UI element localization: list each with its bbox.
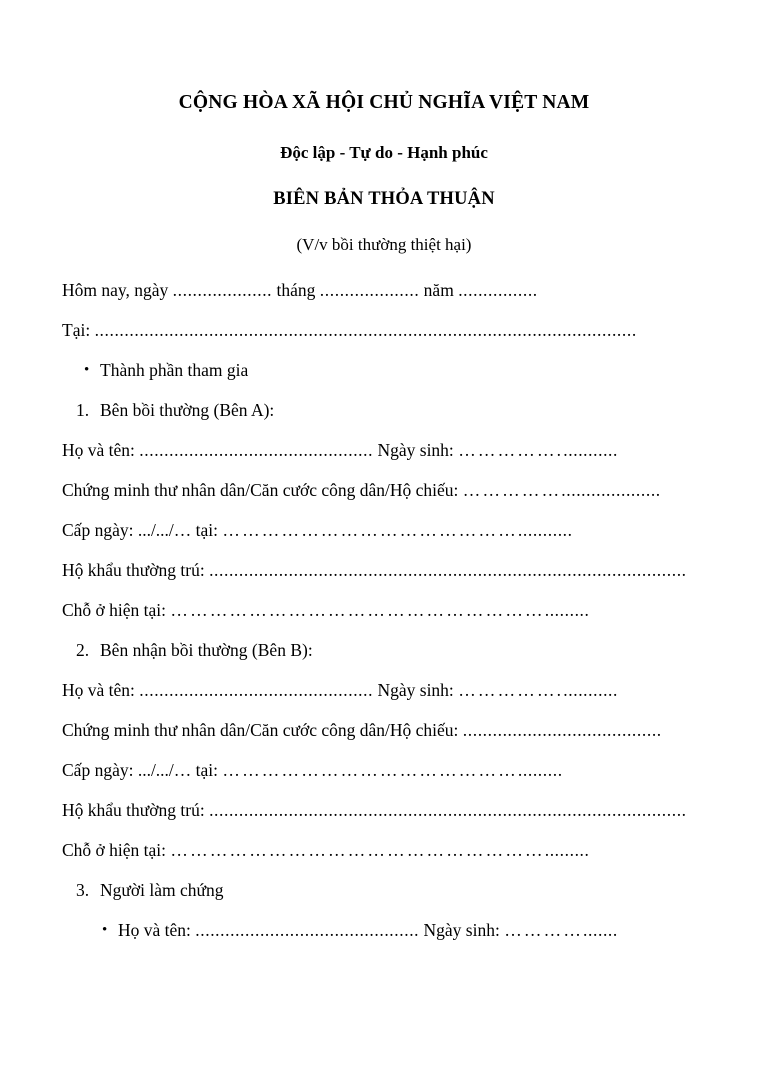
place-label: Tại: <box>62 321 91 340</box>
section-1-field-id <box>0 482 768 522</box>
id-label: Chứng minh thư nhân dân/Căn cước công dân/Hộ chiếu: <box>62 721 459 740</box>
place-blank[interactable]: ............................................................................................................. <box>94 321 637 340</box>
section-2-field-current-address <box>0 842 768 882</box>
date-month-blank[interactable]: .................... <box>319 281 420 300</box>
residence-blank[interactable]: ................................................................................................ <box>209 801 687 820</box>
birthdate-label: Ngày sinh: <box>423 921 500 940</box>
section-1-field-residence <box>0 562 768 602</box>
section-1-field-name <box>0 442 768 482</box>
section-2-field-issued <box>0 762 768 802</box>
participants-bullet-row <box>0 362 768 402</box>
current-address-blank-tight[interactable]: ......... <box>544 841 590 860</box>
document-body <box>0 255 768 962</box>
place-line <box>0 322 768 362</box>
national-motto: Độc lập - Tự do - Hạnh phúc <box>280 143 488 163</box>
issued-label: Cấp ngày: .../.../… tại: <box>62 521 219 540</box>
section-2-heading <box>0 642 768 682</box>
date-line-label: Hôm nay, ngày <box>62 281 169 300</box>
residence-label: Hộ khẩu thường trú: <box>62 561 205 580</box>
section-3-witness-name-row <box>0 922 768 962</box>
section-1-number: 1. <box>76 401 90 420</box>
current-address-label: Chỗ ở hiện tại: <box>62 841 167 860</box>
fullname-blank[interactable]: ............................................... <box>139 441 374 460</box>
section-2-field-name <box>0 682 768 722</box>
id-label: Chứng minh thư nhân dân/Căn cước công dân/Hộ chiếu: <box>62 481 459 500</box>
national-title: CỘNG HÒA XÃ HỘI CHỦ NGHĨA VIỆT NAM <box>178 92 590 113</box>
birthdate-blank-wide[interactable]: ……………. <box>458 441 564 460</box>
section-3-title: Người làm chứng <box>100 881 224 900</box>
document-subtitle: (V/v bồi thường thiệt hại) <box>296 235 472 255</box>
birthdate-blank-tight[interactable]: ........... <box>563 681 618 700</box>
date-day-blank[interactable]: .................... <box>172 281 273 300</box>
bullet-icon: • <box>102 921 108 938</box>
fullname-label: Họ và tên: <box>62 441 135 460</box>
section-1-field-issued <box>0 522 768 562</box>
residence-label: Hộ khẩu thường trú: <box>62 801 205 820</box>
participants-label: Thành phần tham gia <box>100 361 249 380</box>
birthdate-blank-tight[interactable]: ........... <box>563 441 618 460</box>
fullname-label: Họ và tên: <box>118 921 191 940</box>
residence-blank[interactable]: ................................................................................................ <box>209 561 687 580</box>
current-address-label: Chỗ ở hiện tại: <box>62 601 167 620</box>
id-blank[interactable]: ........................................ <box>462 721 662 740</box>
section-2-field-residence <box>0 802 768 842</box>
issued-blank-wide[interactable]: ……………………………………… <box>222 521 518 540</box>
section-1-field-current-address <box>0 602 768 642</box>
current-address-blank-tight[interactable]: ......... <box>544 601 590 620</box>
birthdate-label: Ngày sinh: <box>377 441 454 460</box>
birthdate-label: Ngày sinh: <box>377 681 454 700</box>
issued-label: Cấp ngày: .../.../… tại: <box>62 761 219 780</box>
date-year-blank[interactable]: ................ <box>458 281 538 300</box>
date-line <box>0 282 768 322</box>
section-1-heading <box>0 402 768 442</box>
year-label: năm <box>423 281 454 300</box>
section-2-title: Bên nhận bồi thường (Bên B): <box>100 641 313 660</box>
id-blank-wide[interactable]: …………… <box>462 481 562 500</box>
issued-blank-tight[interactable]: ......... <box>517 761 563 780</box>
section-3-heading <box>0 882 768 922</box>
page-title: BIÊN BẢN THỎA THUẬN <box>273 188 495 209</box>
issued-blank-tight[interactable]: ........... <box>517 521 573 540</box>
section-2-number: 2. <box>76 641 90 660</box>
fullname-blank[interactable]: ............................................. <box>195 921 420 940</box>
fullname-label: Họ và tên: <box>62 681 135 700</box>
section-3-number: 3. <box>76 881 90 900</box>
current-address-blank-wide[interactable]: ………………………………………………… <box>170 841 545 860</box>
section-2-field-id <box>0 722 768 762</box>
birthdate-blank-wide[interactable]: ………… <box>504 921 584 940</box>
bullet-icon: • <box>84 361 90 378</box>
birthdate-blank-tight[interactable]: ....... <box>583 921 618 940</box>
fullname-blank[interactable]: ............................................... <box>139 681 374 700</box>
section-1-title: Bên bồi thường (Bên A): <box>100 401 275 420</box>
id-blank-tight[interactable]: .................... <box>561 481 661 500</box>
current-address-blank-wide[interactable]: ………………………………………………… <box>170 601 545 620</box>
document-heading <box>0 0 768 255</box>
month-label: tháng <box>276 281 316 300</box>
issued-blank-wide[interactable]: ……………………………………… <box>222 761 518 780</box>
birthdate-blank-wide[interactable]: ……………. <box>458 681 564 700</box>
